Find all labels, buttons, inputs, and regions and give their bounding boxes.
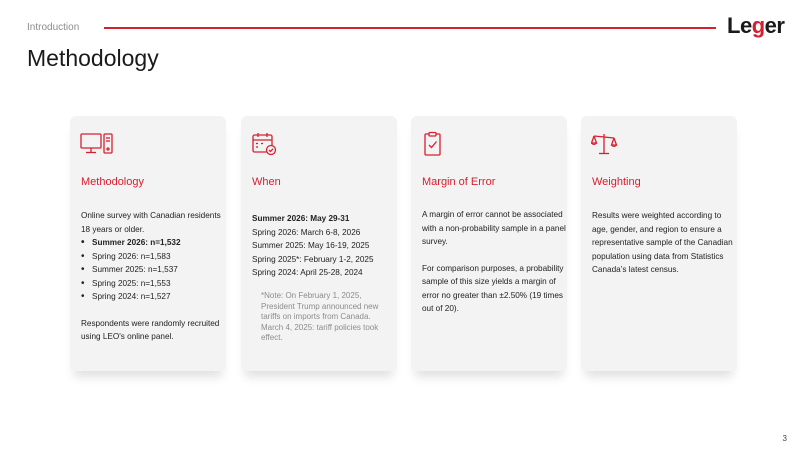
clipboard-check-icon [421,131,455,157]
leger-logo: Leger [727,13,785,38]
margin-of-error-card [411,116,567,371]
fieldwork-date: Summer 2025: May 16-19, 2025 [252,241,370,250]
list-item: • Summer 2026: n=1,532 [81,236,227,250]
card-title: When [252,176,281,188]
page-title: Methodology [27,45,159,71]
sample-size-list [81,236,227,304]
balance-scale-icon [591,131,625,157]
calendar-icon [251,131,285,157]
fieldwork-date: Spring 2026: March 6-8, 2026 [252,227,361,237]
survey-description: Online survey with Canadian residents 18 years or older. [81,211,221,234]
header-rule [104,27,716,29]
recruitment-note: Respondents were randomly recruited using LEO's online panel. [81,318,220,341]
methodology-card [70,116,226,371]
list-item: • Spring 2026: n=1,583 [81,250,227,264]
when-card [241,116,397,371]
card-title: Margin of Error [422,176,496,188]
card-title: Methodology [81,176,144,188]
weighting-paragraph: Results were weighted according to age, gender, and region to ensure a representative sample of the Canadian population using data from Statistics Canada’s latest census. [592,211,733,274]
list-item: • Spring 2025: n=1,553 [81,277,227,291]
fieldwork-date: Spring 2025*: February 1-2, 2025 [252,254,374,264]
section-label: Introduction [27,22,80,33]
list-item: • Spring 2024: n=1,527 [81,290,227,304]
margin-paragraph: For comparison purposes, a probability sample of this size yields a margin of error no greater than ±2.50% (19 times out of 20). [422,263,564,313]
list-item: • Summer 2025: n=1,537 [81,263,227,277]
page-number: 3 [782,434,787,443]
weighting-card [581,116,737,371]
computer-icon [80,131,114,157]
margin-paragraph: A margin of error cannot be associated with a non-probability sample in a panel survey. [422,210,566,246]
card-title: Weighting [592,176,641,188]
tariff-note: *Note: On February 1, 2025, President Trump announced new tariffs on imports from Canada. March 4, 2025: tariff policies took effect. [261,291,379,342]
fieldwork-date: Spring 2024: April 25-28, 2024 [252,268,363,277]
fieldwork-date: Summer 2026: May 29-31 [252,214,350,223]
